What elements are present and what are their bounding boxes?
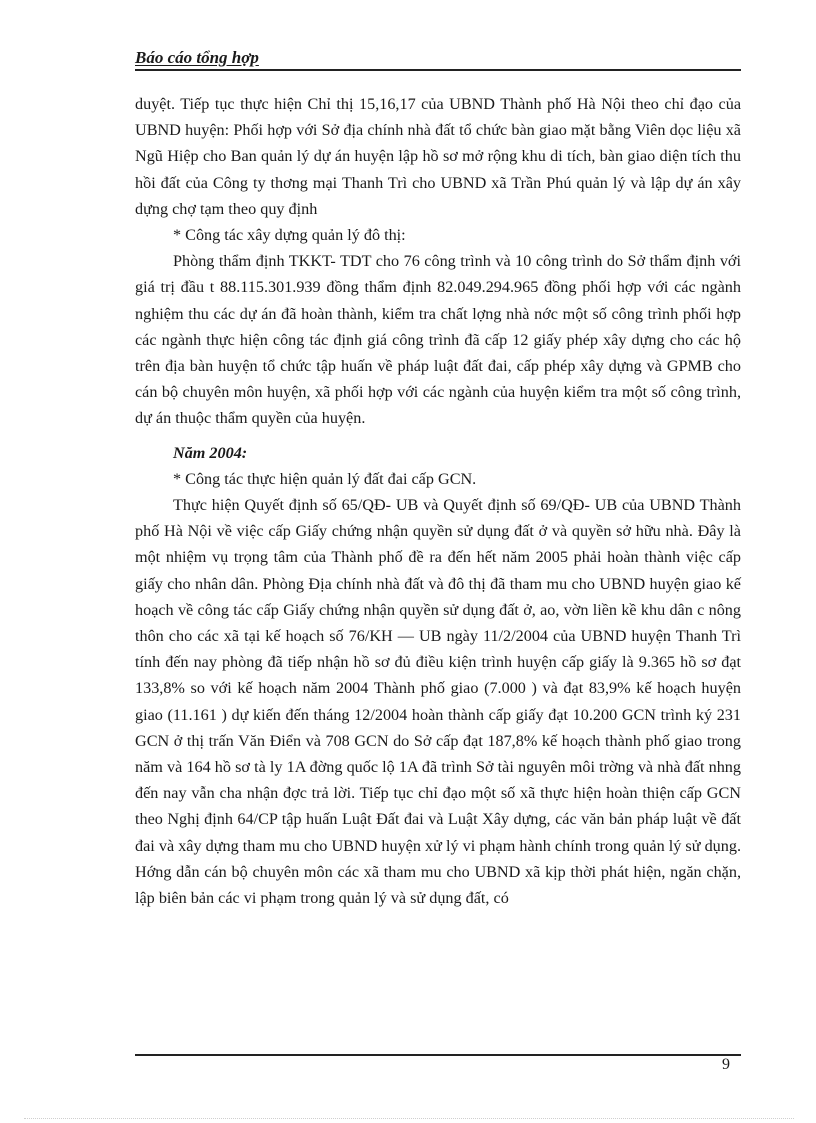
header-title: Báo cáo tổng hợp	[135, 48, 259, 67]
paragraph-appraisal: Phòng thẩm định TKKT- TDT cho 76 công trình và 10 công trình do Sở thẩm định với giá trị đầu t 88.115.301.939 đồng thẩm định 82.049.294.965 đồng phối hợp với các ngành nghiệm thu các dự án đã hoàn thành, kiểm tra chất lợng nhà nớc một số công trình phối hợp các ngành thực hiện công tác định giá công trình đã cấp 12 giấy phép xây dựng cho các hộ trên địa bàn huyện tổ chức tập huấn về pháp luật đất đai, cấp phép xây dựng và GPMB cho cán bộ chuyên môn huyện, xã phối hợp với các ngành của huyện kiểm tra một số công trình, dự án thuộc thẩm quyền của huyện.	[135, 252, 741, 428]
section-heading-urban-management: * Công tác xây dựng quản lý đô thị:	[173, 226, 406, 245]
year-heading-2004: Năm 2004:	[173, 443, 248, 462]
document-body	[135, 91, 741, 911]
page-header	[135, 48, 741, 71]
page-number: 9	[722, 1056, 730, 1073]
footer-divider	[135, 1054, 741, 1056]
page-edge-divider	[24, 1118, 794, 1119]
paragraph-certificate-issuance: Thực hiện Quyết định số 65/QĐ- UB và Quyết định số 69/QĐ- UB của UBND Thành phố Hà Nội về việc cấp Giấy chứng nhận quyền sử dụng đất ở và quyền sở hữu nhà. Đây là một nhiệm vụ trọng tâm của Thành phố đề ra đến hết năm 2005 phải hoàn thành việc cấp giấy cho nhân dân. Phòng Địa chính nhà đất và đô thị đã tham mu cho UBND huyện giao kế hoạch về công tác cấp Giấy chứng nhận quyền sử dụng đất ở, ao, vờn liền kề khu dân c nông thôn cho các xã tại kế hoạch số 76/KH — UB ngày 11/2/2004 của UBND huyện Thanh Trì tính đến nay phòng đã tiếp nhận hồ sơ đủ điều kiện trình huyện cấp giấy là 9.365 hồ sơ đạt 133,8% so với kế hoạch năm 2004 Thành phố giao (7.000 ) và đạt 83,9% kế hoạch huyện giao (11.161 ) dự kiến đến tháng 12/2004 hoàn thành cấp giấy đạt 10.200 GCN trình ký 231 GCN ở thị trấn Văn Điển và 708 GCN do Sở cấp đạt 187,8% kế hoạch thành phố giao trong năm và 164 hồ sơ tà ly 1A đờng quốc lộ 1A đã trình Sở tài nguyên môi trờng và nhà đất nhng đến nay vẫn cha nhận đợc trả lời. Tiếp tục chỉ đạo một số xã thực hiện hoàn thiện cấp GCN theo Nghị định 64/CP tập huấn Luật Đất đai và Luật Xây dựng, các văn bản pháp luật về đất đai và xây dựng tham mu cho UBND huyện xử lý vi phạm hành chính trong quản lý sử dụng. Hớng dẫn cán bộ chuyên môn các xã tham mu cho UBND xã kịp thời phát hiện, ngăn chặn, lập biên bản các vi phạm trong quản lý và sử dụng đất, có	[135, 496, 741, 908]
paragraph-site-handover: duyệt. Tiếp tục thực hiện Chỉ thị 15,16,17 của UBND Thành phố Hà Nội theo chỉ đạo của UBND huyện: Phối hợp với Sở địa chính nhà đất tổ chức bàn giao mặt bằng Viên dọc liệu xã Ngũ Hiệp cho Ban quản lý dự án huyện lập hồ sơ mở rộng khu di tích, bàn giao diện tích thu hồi đất của Công ty thơng mại Thanh Trì cho UBND xã Trần Phú quản lý và lập dự án xây dựng chợ tạm theo quy định	[135, 95, 741, 218]
section-heading-land-management: * Công tác thực hiện quản lý đất đai cấp GCN.	[173, 469, 477, 488]
